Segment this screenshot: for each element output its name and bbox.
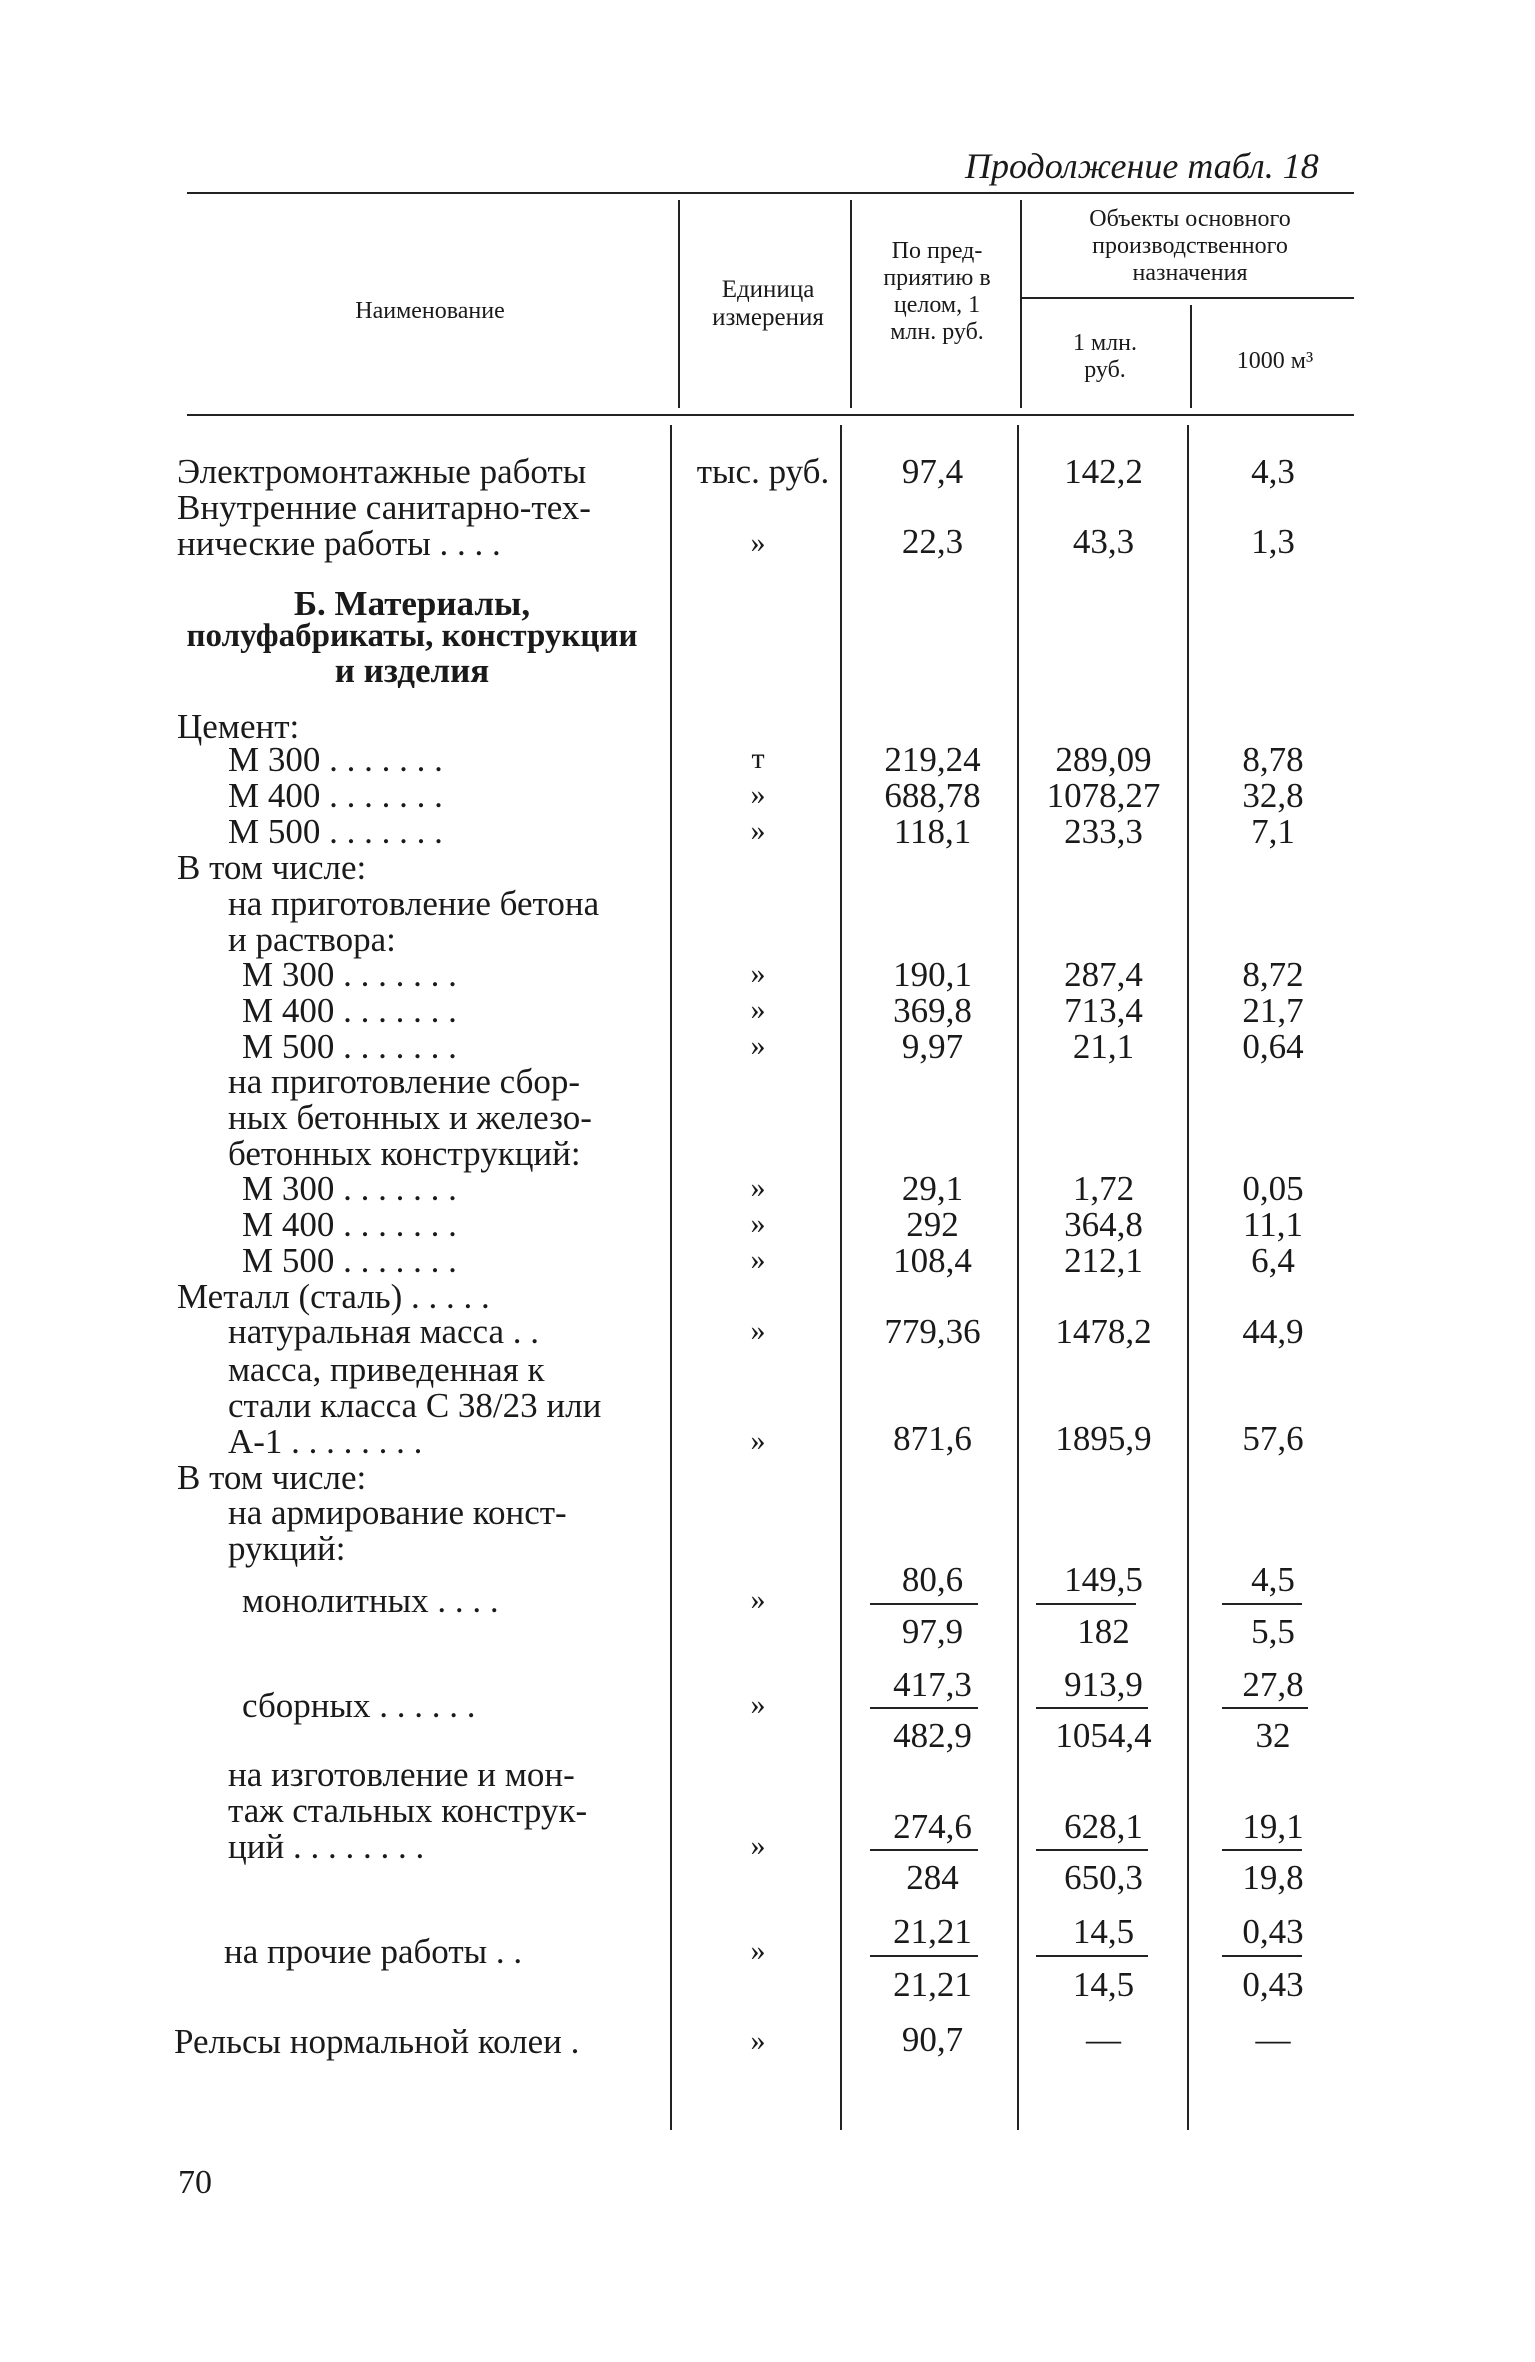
value-cell-numerator: 14,5 [1072,1912,1135,1951]
value-cell-numerator: 0,43 [1242,1912,1304,1951]
value-cell: 118,1 [893,812,972,851]
header-divider-2 [850,200,852,408]
value-cell-denominator: 650,3 [1064,1858,1143,1897]
fraction-bar [870,1603,978,1605]
row-name: на приготовление бетона [228,884,600,923]
header-name: Наименование [355,298,505,324]
value-cell-denominator: 182 [1077,1612,1130,1651]
fraction-bar [1222,1603,1302,1605]
row-name: М 500 . . . . . . . [228,812,443,851]
value-cell: 97,4 [901,452,964,491]
row-name: рукций: [228,1529,346,1568]
row-name: ных бетонных и железо- [228,1098,592,1137]
value-cell: 4,3 [1251,452,1295,491]
fraction-bar [870,1955,978,1957]
row-name: В том числе: [177,848,367,887]
row-name: ций . . . . . . . . [228,1827,425,1866]
top-rule [187,192,1354,194]
fraction-bar [1036,1955,1148,1957]
value-cell: 43,3 [1072,522,1135,561]
value-cell-numerator: 27,8 [1242,1665,1304,1704]
value-cell: 9,97 [901,1027,964,1066]
unit-cell: » [750,993,766,1026]
unit-cell: » [750,957,766,990]
value-cell-numerator: 149,5 [1064,1560,1143,1599]
value-cell-numerator: 274,6 [893,1807,972,1846]
value-cell: 871,6 [893,1419,972,1458]
value-cell: 219,24 [884,740,981,779]
value-cell: 32,8 [1242,776,1304,815]
value-cell: 713,4 [1064,991,1143,1030]
header-bottom-rule [187,414,1354,416]
header-objects-m3: 1000 м³ [1236,348,1314,374]
value-cell-denominator: 19,8 [1242,1858,1304,1897]
value-cell: 287,4 [1064,955,1143,994]
value-cell: 6,4 [1251,1241,1295,1280]
header-unit: Единица измерения [712,276,824,331]
section-heading: и изделия [334,651,490,690]
value-cell: 8,78 [1242,740,1304,779]
value-cell: 1895,9 [1055,1419,1152,1458]
row-name: Металл (сталь) . . . . . [177,1277,490,1316]
row-name: Цемент: [177,707,300,746]
value-cell-denominator: 97,9 [901,1612,964,1651]
fraction-bar [1222,1707,1308,1709]
row-name: М 500 . . . . . . . [242,1241,457,1280]
row-name: М 400 . . . . . . . [242,1205,457,1244]
value-cell: 1478,2 [1055,1312,1152,1351]
fraction-bar [1036,1603,1136,1605]
value-cell-numerator: 913,9 [1064,1665,1143,1704]
value-cell-numerator: 628,1 [1064,1807,1143,1846]
fraction-bar [870,1849,978,1851]
body-divider-3 [1017,425,1019,2130]
value-cell: 364,8 [1064,1205,1143,1244]
value-cell: 0,05 [1242,1169,1304,1208]
value-cell-denominator: 1054,4 [1055,1716,1152,1755]
row-name: М 400 . . . . . . . [242,991,457,1030]
header-objects-rub: 1 млн. руб. [1072,330,1137,383]
value-cell: 11,1 [1243,1205,1303,1244]
row-name: А-1 . . . . . . . . [228,1422,423,1461]
unit-cell: » [750,1207,766,1240]
value-cell: 108,4 [893,1241,972,1280]
value-cell: 289,09 [1055,740,1152,779]
value-cell-numerator: 21,21 [893,1912,972,1951]
row-name: натуральная масса . . [228,1312,540,1351]
row-name: монолитных . . . . [242,1581,499,1620]
value-cell: 0,64 [1242,1027,1304,1066]
row-name: М 500 . . . . . . . [242,1027,457,1066]
unit-cell: т [751,742,765,775]
row-name: на армирование конст- [228,1493,567,1532]
row-name: М 300 . . . . . . . [228,740,443,779]
value-cell-denominator: 32 [1255,1716,1291,1755]
row-name: М 300 . . . . . . . [242,1169,457,1208]
value-cell: — [1255,2020,1291,2059]
row-name: таж стальных конструк- [228,1791,588,1830]
value-cell: 44,9 [1242,1312,1304,1351]
value-cell: 7,1 [1251,812,1295,851]
value-cell-numerator: 80,6 [901,1560,964,1599]
value-cell: 142,2 [1064,452,1143,491]
header-objects-group: Объекты основного производственного назначения [1089,206,1291,286]
fraction-bar [1036,1849,1148,1851]
header-enterprise: По пред-приятию в целом, 1 млн. руб. [883,238,991,345]
unit-cell: » [750,1243,766,1276]
value-cell-numerator: 4,5 [1251,1560,1295,1599]
value-cell: 233,3 [1064,812,1143,851]
section-heading: Б. Материалы, [293,584,531,623]
value-cell: 21,7 [1242,991,1304,1030]
unit-cell: » [750,1029,766,1062]
unit-cell: » [750,526,766,559]
row-name: бетонных конструкций: [228,1134,581,1173]
row-name: Электромонтажные работы [177,452,587,491]
value-cell: 1,3 [1251,522,1295,561]
value-cell-denominator: 14,5 [1072,1965,1135,2004]
unit-cell: » [750,1171,766,1204]
objects-group-rule [1020,297,1354,299]
unit-cell: » [750,2024,766,2057]
row-name: и раствора: [228,920,396,959]
value-cell: 1078,27 [1046,776,1161,815]
value-cell: 190,1 [893,955,972,994]
unit-cell: » [750,778,766,811]
value-cell: 1,72 [1072,1169,1135,1208]
body-divider-1 [670,425,672,2130]
unit-cell: » [750,1314,766,1347]
fraction-bar [1222,1955,1302,1957]
value-cell: 22,3 [901,522,964,561]
value-cell-numerator: 417,3 [893,1665,972,1704]
fraction-bar [1036,1707,1148,1709]
row-name: сборных . . . . . . [242,1686,476,1725]
unit-cell: » [750,1829,766,1862]
row-name: Внутренние санитарно-тех- [177,488,591,527]
row-name: масса, приведенная к [228,1350,545,1389]
unit-cell: » [750,1583,766,1616]
body-divider-4 [1187,425,1189,2130]
table-caption: Продолжение табл. 18 [965,146,1319,186]
fraction-bar [870,1707,978,1709]
value-cell: 688,78 [884,776,981,815]
value-cell: 779,36 [884,1312,981,1351]
value-cell: 90,7 [901,2020,964,2059]
unit-cell: » [750,1424,766,1457]
value-cell: 57,6 [1242,1419,1304,1458]
value-cell: 212,1 [1064,1241,1143,1280]
value-cell: — [1086,2020,1121,2059]
row-name: В том числе: [177,1458,367,1497]
row-name: М 300 . . . . . . . [242,955,457,994]
header-divider-1 [678,200,680,408]
unit-cell: » [750,1934,766,1967]
section-heading: полуфабрикаты, конструкции [186,618,638,654]
value-cell-denominator: 482,9 [893,1716,972,1755]
unit-cell: » [750,1688,766,1721]
value-cell: 369,8 [893,991,972,1030]
value-cell: 29,1 [901,1169,964,1208]
value-cell: 21,1 [1072,1027,1135,1066]
row-name: М 400 . . . . . . . [228,776,443,815]
row-name: Рельсы нормальной колеи . [174,2022,580,2061]
body-divider-2 [840,425,842,2130]
row-name: на приготовление сбор- [228,1062,581,1101]
unit-cell: тыс. руб. [696,452,830,491]
header-divider-3 [1020,200,1022,408]
value-cell-numerator: 19,1 [1242,1807,1304,1846]
value-cell: 292 [906,1205,959,1244]
row-name: нические работы . . . . [177,524,501,563]
value-cell-denominator: 21,21 [893,1965,972,2004]
value-cell-denominator: 5,5 [1251,1612,1295,1651]
fraction-bar [1222,1849,1302,1851]
row-name: на прочие работы . . [224,1932,523,1971]
unit-cell: » [750,814,766,847]
page-number: 70 [178,2164,212,2201]
value-cell-denominator: 0,43 [1242,1965,1304,2004]
row-name: на изготовление и мон- [228,1755,575,1794]
header-divider-4 [1190,305,1192,408]
value-cell: 8,72 [1242,955,1304,994]
value-cell-denominator: 284 [906,1858,959,1897]
row-name: стали класса С 38/23 или [228,1386,602,1425]
